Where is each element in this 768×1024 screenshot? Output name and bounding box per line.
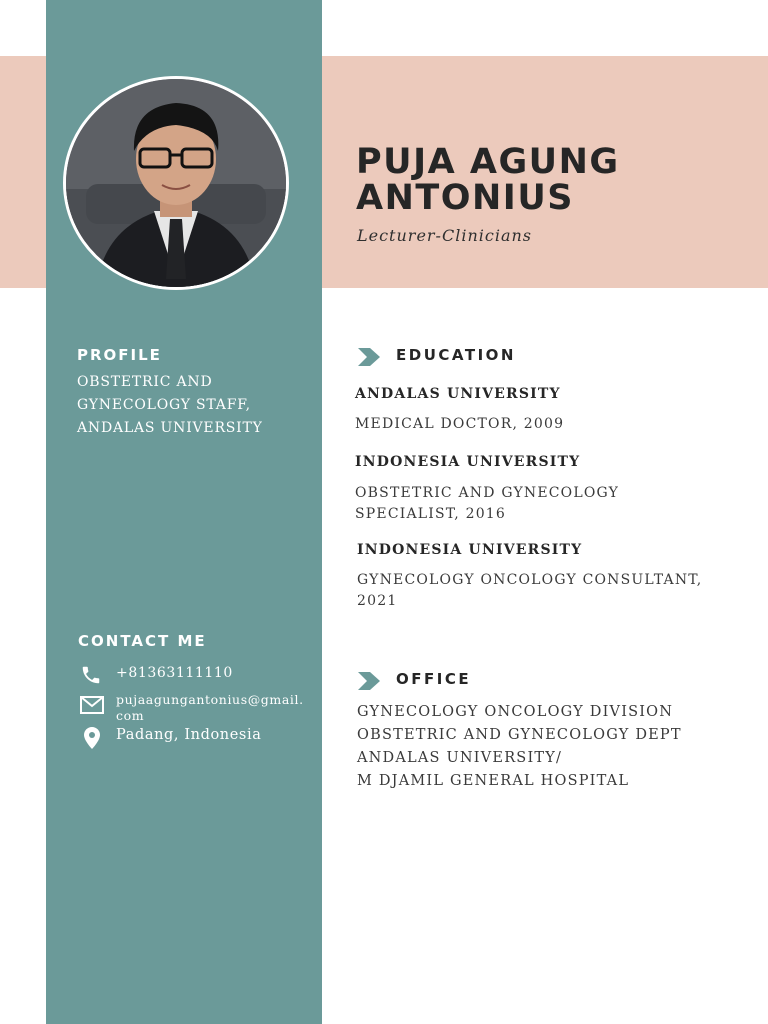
office-line: OBSTETRIC AND GYNECOLOGY DEPT	[357, 727, 682, 743]
chevron-right-icon	[356, 347, 382, 367]
education-degree	[355, 483, 715, 525]
office-line: ANDALAS UNIVERSITY/	[357, 750, 563, 766]
degree-line: OBSTETRIC AND GYNECOLOGY	[355, 485, 620, 501]
degree-line: GYNECOLOGY ONCOLOGY CONSULTANT,	[357, 572, 703, 588]
office-heading-label: OFFICE	[396, 670, 472, 688]
profile-line: GYNECOLOGY STAFF,	[77, 397, 251, 413]
contact-heading: CONTACT ME	[78, 632, 207, 650]
office-line: GYNECOLOGY ONCOLOGY DIVISION	[357, 704, 674, 720]
office-address	[357, 701, 757, 793]
education-school: ANDALAS UNIVERSITY	[355, 386, 561, 402]
email-line: com	[116, 708, 145, 723]
profile-photo	[63, 76, 289, 290]
degree-line: 2021	[357, 593, 398, 609]
phone-number: +81363111110	[116, 665, 233, 681]
profile-heading: PROFILE	[77, 346, 162, 364]
degree-line: MEDICAL DOCTOR, 2009	[355, 416, 565, 432]
profile-text	[77, 371, 317, 440]
degree-line: SPECIALIST, 2016	[355, 506, 507, 522]
mail-icon	[80, 696, 106, 718]
email-line: pujaagungantonius@gmail.	[116, 692, 304, 707]
profile-line: ANDALAS UNIVERSITY	[77, 420, 263, 436]
location-text: Padang, Indonesia	[116, 727, 262, 743]
education-degree	[357, 570, 717, 612]
education-degree	[355, 414, 715, 435]
profile-line: OBSTETRIC AND	[77, 374, 213, 390]
education-heading-label: EDUCATION	[396, 346, 516, 364]
person-name	[356, 144, 736, 216]
phone-icon	[80, 664, 106, 686]
education-school: INDONESIA UNIVERSITY	[355, 454, 581, 470]
office-line: M DJAMIL GENERAL HOSPITAL	[357, 773, 630, 789]
job-title: Lecturer-Clinicians	[357, 226, 532, 245]
location-pin-icon	[82, 726, 108, 748]
email-address	[116, 692, 304, 724]
name-line-2: ANTONIUS	[356, 178, 574, 218]
chevron-right-icon	[356, 671, 382, 691]
name-line-1: PUJA AGUNG	[356, 142, 620, 182]
education-school: INDONESIA UNIVERSITY	[357, 542, 583, 558]
